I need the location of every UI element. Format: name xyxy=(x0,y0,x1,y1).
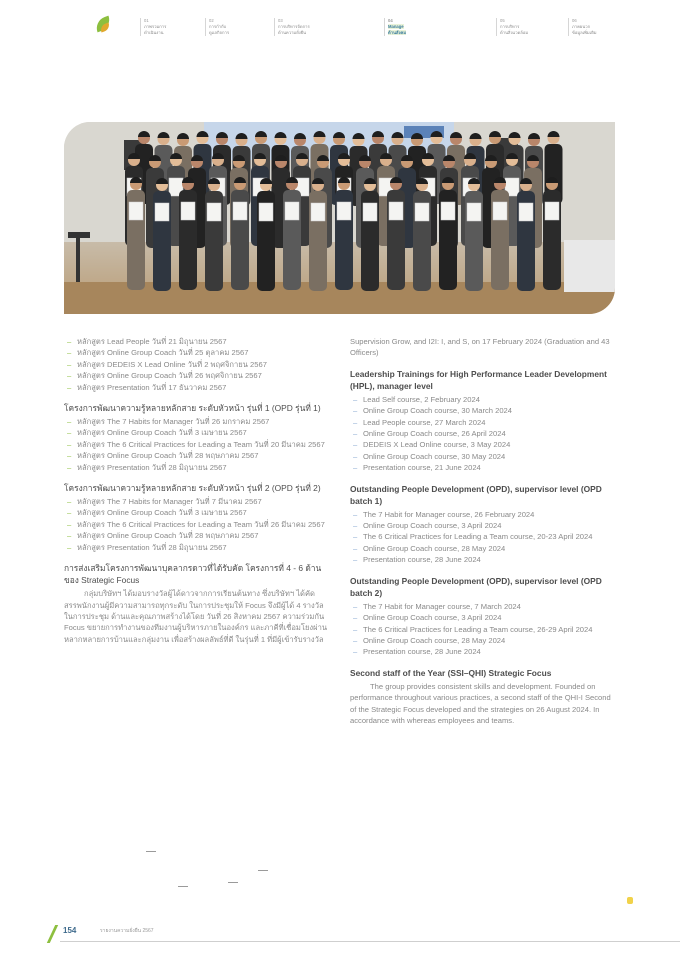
bullet-icon: – xyxy=(353,451,358,461)
right-column xyxy=(350,336,616,726)
list-item xyxy=(350,520,616,531)
nav-sublabel: ดำเนินงาน xyxy=(144,30,164,35)
list-item-text: หลักสูตร Lead People วันที่ 21 มิถุนายน 2567 xyxy=(77,337,227,346)
list-item xyxy=(350,439,616,450)
body-paragraph: The group provides consistent skills and development. Founded on performance throughout various practices, a second staff of the QHI-I Second of the Strategic Focus developed and the strategies on 26 August 2024. In accordance with whereas employees and teams. xyxy=(350,681,611,725)
bullet-icon: – xyxy=(353,429,358,439)
list-item xyxy=(64,530,330,541)
list-item xyxy=(350,462,616,473)
list-item xyxy=(64,347,330,358)
list-item-text: Online Group Coach course, 3 April 2024 xyxy=(363,521,502,531)
list-item xyxy=(64,496,330,507)
list-item-text: หลักสูตร Online Group Coach วันที่ 26 พฤศจิกายน 2567 xyxy=(77,371,262,381)
list-item xyxy=(64,359,330,370)
top-navigation xyxy=(0,14,680,50)
nav-number: 02 xyxy=(209,18,214,23)
list-item xyxy=(350,531,616,542)
list-item xyxy=(350,405,616,416)
section-heading: Outstanding People Development (OPD), supervisor level (OPD batch 2) xyxy=(350,575,602,598)
bullet-icon: – xyxy=(67,439,72,449)
list-item-text: Online Group Coach course, 30 March 2024 xyxy=(363,406,513,416)
nav-number: 06 xyxy=(572,18,577,23)
list-item xyxy=(64,542,330,553)
list-item-text: The 6 Critical Practices for Leading a Team course, 26-29 April 2024 xyxy=(363,624,593,634)
nav-label: การบริหาร xyxy=(500,24,520,29)
list-item-text: Online Group Coach course, 3 April 2024 xyxy=(363,613,502,623)
bullet-icon: – xyxy=(353,601,358,611)
bullet-icon: – xyxy=(67,428,72,438)
list-item-text: Presentation course, 21 June 2024 xyxy=(363,463,481,473)
list-item xyxy=(350,543,616,554)
nav-sublabel: ด้านสิ่งแวดล้อม xyxy=(500,30,529,35)
list-item xyxy=(350,601,616,612)
company-logo[interactable] xyxy=(92,18,114,48)
bullet-icon: – xyxy=(67,542,72,552)
intro-text: Supervision Grow, and I2I: I, and S, on 17 February 2024 (Graduation and 43 Officers) xyxy=(350,337,610,358)
list-item-text: หลักสูตร Online Group Coach วันที่ 25 ตุลาคม 2567 xyxy=(77,348,249,358)
course-list-hpl xyxy=(350,394,616,474)
nav-sublabel: ข้อมูลเพิ่มเติม xyxy=(572,30,597,35)
bullet-icon: – xyxy=(67,519,72,529)
body-paragraph: กลุ่มบริษัทฯ ได้มอบรางวัลผู้ได้ดาวจากการเรียนต้นทาง ซึ่งบริษัทฯ ได้คัดสรรพนักงานผู้มีความสามารถทุกระดับ ในการประชุมให้ Focus จึงมีผู้ได้ 4 รางวัล ในการประชุม ด้านและคุณภาพสร้างได้โดย วันที่ 26 สิงหาคม 2567 ความร่วมกัน Focus ขยายการทำงานของทีมงานผู้บริหารภายในองค์กร และภาคีที่เชื่อมโยงผ่านหลากหลายการบ้านและกลุ่มงาน เพื่อสร้างผลลัพธ์ที่ดี ในรุ่นที่ 1 ที่มีผู้เข้ารับรางวัล xyxy=(64,589,328,644)
bullet-icon: – xyxy=(353,635,358,645)
bullet-icon: – xyxy=(353,417,358,427)
bullet-icon: – xyxy=(67,531,72,541)
footer-label: รายงานความยั่งยืน 2567 xyxy=(100,928,154,934)
list-item xyxy=(350,646,616,657)
bullet-icon: – xyxy=(353,463,358,473)
list-item-text: หลักสูตร The 7 Habits for Manager วันที่ 26 มกราคม 2567 xyxy=(77,417,270,427)
divider-mark xyxy=(258,870,268,871)
bullet-icon: – xyxy=(67,508,72,518)
list-item-text: หลักสูตร The 6 Critical Practices for Leading a Team วันที่ 20 มีนาคม 2567 xyxy=(77,439,325,449)
list-item xyxy=(350,417,616,428)
course-list-1 xyxy=(64,336,330,393)
list-item-text: The 7 Habit for Manager course, 7 March 2024 xyxy=(363,601,521,611)
list-item xyxy=(64,462,330,473)
list-item-text: หลักสูตร Presentation วันที่ 17 ธันวาคม 2567 xyxy=(77,382,227,392)
page-marker-icon xyxy=(627,897,633,904)
bullet-icon: – xyxy=(353,394,358,404)
list-item xyxy=(350,451,616,462)
list-item-text: Online Group Coach course, 28 May 2024 xyxy=(363,635,506,645)
nav-section-6[interactable] xyxy=(568,18,624,36)
list-item-text: The 6 Critical Practices for Leading a Team course, 20-23 April 2024 xyxy=(363,532,593,542)
nav-sublabel: ด้านความยั่งยืน xyxy=(278,30,307,35)
list-item xyxy=(64,507,330,518)
nav-label: ภาพรวมการ xyxy=(144,24,167,29)
bullet-icon: – xyxy=(67,382,72,392)
group-photo-illustration xyxy=(64,122,615,314)
list-item-text: Online Group Coach course, 28 May 2024 xyxy=(363,543,506,553)
list-item xyxy=(350,635,616,646)
bullet-icon: – xyxy=(67,348,72,358)
list-item xyxy=(350,624,616,635)
nav-label: การกำกับ xyxy=(209,24,227,29)
bullet-icon: – xyxy=(67,462,72,472)
list-item xyxy=(64,439,330,450)
bullet-icon: – xyxy=(67,451,72,461)
list-item xyxy=(64,370,330,381)
nav-section-5[interactable] xyxy=(496,18,560,36)
bullet-icon: – xyxy=(353,406,358,416)
bullet-icon: – xyxy=(67,337,72,346)
list-item xyxy=(64,416,330,427)
bullet-icon: – xyxy=(353,624,358,634)
footer-divider xyxy=(60,941,680,942)
list-item-text: หลักสูตร DEDEIS X Lead Online วันที่ 2 พฤศจิกายน 2567 xyxy=(77,359,267,369)
list-item-text: Online Group Coach course, 26 April 2024 xyxy=(363,429,506,439)
list-item-text: หลักสูตร Online Group Coach วันที่ 3 เมษายน 2567 xyxy=(77,508,247,518)
nav-sublabel: ดูแลกิจการ xyxy=(209,30,230,35)
list-item-text: หลักสูตร Online Group Coach วันที่ 28 พฤษภาคม 2567 xyxy=(77,451,259,461)
bullet-icon: – xyxy=(353,647,358,657)
nav-section-1[interactable] xyxy=(140,18,198,36)
list-item xyxy=(64,519,330,530)
bullet-icon: – xyxy=(353,521,358,531)
list-item xyxy=(350,509,616,520)
list-item-text: หลักสูตร Presentation วันที่ 28 มิถุนายน 2567 xyxy=(77,462,227,472)
bullet-icon: – xyxy=(353,532,358,542)
list-item-text: Lead Self course, 2 February 2024 xyxy=(363,394,480,404)
section-heading: Second staff of the Year (SSI–QHI) Strategic Focus xyxy=(350,667,552,678)
slash-icon xyxy=(38,925,58,943)
course-list-2 xyxy=(64,416,330,473)
bullet-icon: – xyxy=(353,555,358,565)
list-item-text: Online Group Coach course, 30 May 2024 xyxy=(363,451,506,461)
nav-section-2[interactable] xyxy=(205,18,265,36)
bullet-icon: – xyxy=(67,359,72,369)
list-item-text: Presentation course, 28 June 2024 xyxy=(363,555,481,565)
course-list-3 xyxy=(64,496,330,553)
section-heading: Leadership Trainings for High Performance Leader Development (HPL), manager level xyxy=(350,368,607,391)
section-heading: โครงการพัฒนาความรู้หลายหลักสาย ระดับหัวหน้า รุ่นที่ 1 (OPD รุ่นที่ 1) xyxy=(64,403,321,414)
course-list-opd1 xyxy=(350,509,616,566)
nav-label: การบริหารจัดการ xyxy=(278,24,310,29)
bullet-icon: – xyxy=(353,613,358,623)
list-item-text: หลักสูตร The 6 Critical Practices for Leading a Team วันที่ 26 มีนาคม 2567 xyxy=(77,519,325,529)
nav-section-3[interactable] xyxy=(274,18,378,36)
nav-number: 01 xyxy=(144,18,149,23)
list-item xyxy=(350,612,616,623)
divider-mark xyxy=(228,882,238,883)
nav-label: Manage xyxy=(388,24,404,29)
section-heading: โครงการพัฒนาความรู้หลายหลักสาย ระดับหัวหน้า รุ่นที่ 2 (OPD รุ่นที่ 2) xyxy=(64,483,321,494)
section-heading: Outstanding People Development (OPD), supervisor level (OPD batch 1) xyxy=(350,483,602,506)
nav-number: 03 xyxy=(278,18,283,23)
left-column xyxy=(64,336,330,645)
bullet-icon: – xyxy=(67,497,72,507)
list-item xyxy=(350,428,616,439)
divider-mark xyxy=(178,886,188,887)
list-item-text: หลักสูตร Online Group Coach วันที่ 3 เมษายน 2567 xyxy=(77,428,247,438)
group-photo xyxy=(64,122,615,314)
list-item-text: หลักสูตร The 7 Habits for Manager วันที่ 7 มีนาคม 2567 xyxy=(77,497,262,507)
divider-mark xyxy=(146,851,156,852)
list-item xyxy=(64,336,330,347)
list-item xyxy=(350,554,616,565)
list-item-text: Presentation course, 28 June 2024 xyxy=(363,647,481,657)
list-item xyxy=(64,382,330,393)
list-item xyxy=(350,394,616,405)
bullet-icon: – xyxy=(353,509,358,519)
list-item xyxy=(64,427,330,438)
section-heading: การส่งเสริมโครงการพัฒนาบุคลากรดาวที่ได้รับคัด โครงการที่ 4 - 6 ด้านของ Strategic Focus xyxy=(64,563,322,586)
bullet-icon: – xyxy=(353,440,358,450)
nav-number: 04 xyxy=(388,18,393,23)
page-number: 154 xyxy=(63,926,77,935)
bullet-icon: – xyxy=(353,543,358,553)
list-item-text: The 7 Habit for Manager course, 26 February 2024 xyxy=(363,509,535,519)
nav-sublabel: ด้านสังคม xyxy=(388,30,407,35)
bullet-icon: – xyxy=(67,417,72,427)
list-item-text: DEDEIS X Lead Online course, 3 May 2024 xyxy=(363,440,511,450)
nav-section-4-active[interactable] xyxy=(384,18,488,36)
list-item-text: Lead People course, 27 March 2024 xyxy=(363,417,486,427)
course-list-opd2 xyxy=(350,601,616,658)
list-item xyxy=(64,450,330,461)
nav-label: ภาคผนวก xyxy=(572,24,591,29)
list-item-text: หลักสูตร Presentation วันที่ 28 มิถุนายน 2567 xyxy=(77,542,227,552)
nav-number: 05 xyxy=(500,18,505,23)
list-item-text: หลักสูตร Online Group Coach วันที่ 28 พฤษภาคม 2567 xyxy=(77,531,259,541)
bullet-icon: – xyxy=(67,371,72,381)
